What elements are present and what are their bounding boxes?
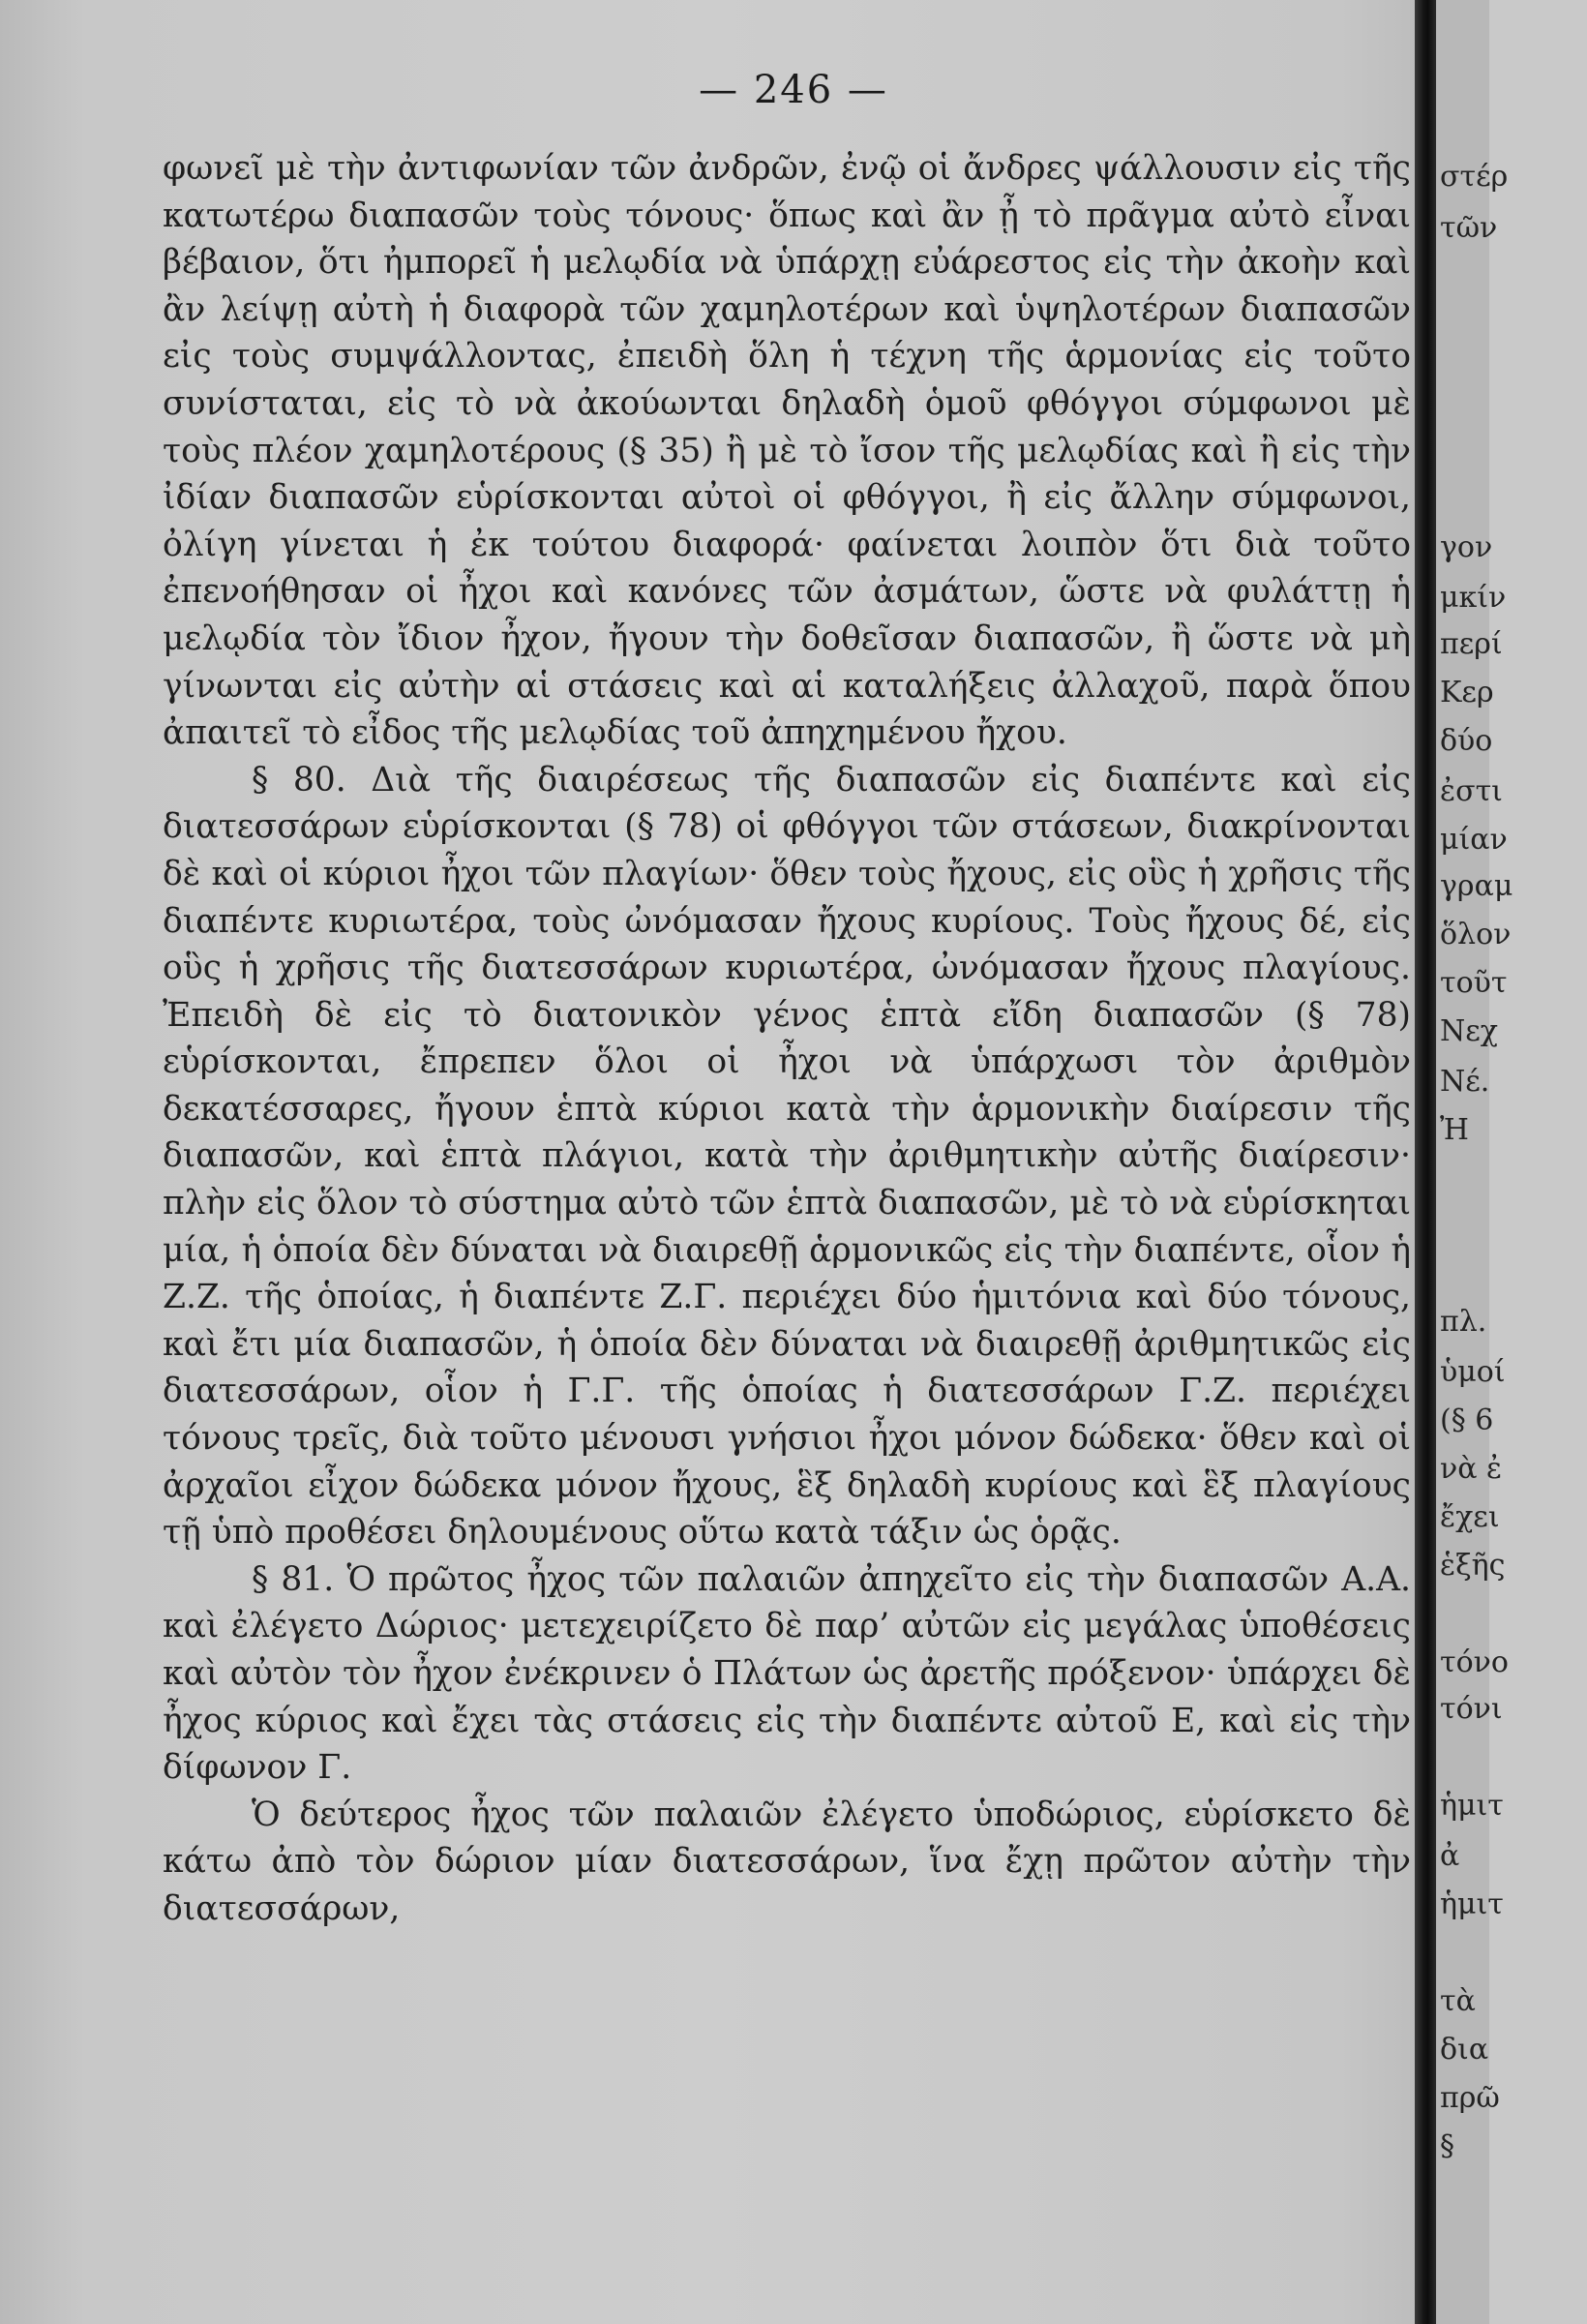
adjacent-fragment: πλ.: [1440, 1305, 1487, 1339]
adjacent-fragment: τοῦτ: [1440, 966, 1508, 1000]
adjacent-fragment: ἀ: [1440, 1839, 1460, 1873]
adjacent-fragment: γραμ: [1440, 869, 1513, 903]
paragraph-section-81: § 81. Ὁ πρῶτος ἦχος τῶν παλαιῶν ἀπηχεῖτο εἰς τὴν διαπασῶν Α.Α. καὶ ἐλέγετο Δώριος· μετεχειρίζετο δὲ παρ’ αὐτῶν εἰς μεγάλας ὑποθέσεις καὶ αὐτὸν τὸν ἦχον ἐνέκρινεν ὁ Πλάτων ὡς ἀρετῆς πρόξενον· ὑπάρχει δὲ ἦχος κύριος καὶ ἔχει τὰς στάσεις εἰς τὴν διαπέντε αὐτοῦ Ε, καὶ εἰς τὴν δίφωνον Γ.: [163, 1559, 1411, 1788]
adjacent-fragment: ἡμιτ: [1440, 1789, 1504, 1823]
adjacent-fragment: τόνο: [1440, 1645, 1509, 1679]
adjacent-fragment: τῶν: [1440, 211, 1498, 245]
adjacent-fragment: Κερ: [1440, 676, 1494, 709]
adjacent-fragment: ἑξῆς: [1440, 1549, 1506, 1583]
adjacent-fragment: Ἠ: [1440, 1113, 1469, 1147]
adjacent-fragment: μκίν: [1440, 581, 1507, 615]
paragraph-section-80: § 80. Διὰ τῆς διαιρέσεως τῆς διαπασῶν εἰς διαπέντε καὶ εἰς διατεσσάρων εὑρίσκονται (§ 78) οἱ φθόγγοι τῶν στάσεων, διακρίνονται δὲ καὶ οἱ κύριοι ἦχοι τῶν πλαγίων· ὅθεν τοὺς ἤχους, εἰς οὓς ἡ χρῆσις τῆς διαπέντε κυριωτέρα, τοὺς ὠνόμασαν ἤχους κυρίους. Τοὺς ἤχους δέ, εἰς οὓς ἡ χρῆσις τῆς διατεσσάρων κυριωτέρα, ὠνόμασαν ἤχους πλαγίους. Ἐπειδὴ δὲ εἰς τὸ διατονικὸν γένος ἑπτὰ εἴδη διαπασῶν (§ 78) εὑρίσκονται, ἔπρεπεν ὅλοι οἱ ἦχοι νὰ ὑπάρχωσι τὸν ἀριθμὸν δεκατέσσαρες, ἤγουν ἑπτὰ κύριοι κατὰ τὴν ἁρμονικὴν διαίρεσιν τῆς διαπασῶν, καὶ ἑπτὰ πλάγιοι, κατὰ τὴν ἀριθμητικὴν αὐτῆς διαίρεσιν· πλὴν εἰς ὅλον τὸ σύστημα αὐτὸ τῶν ἑπτὰ διαπασῶν, μὲ τὸ νὰ εὑρίσκηται μία, ἡ ὁποία δὲν δύναται νὰ διαιρεθῇ ἁρμονικῶς εἰς τὴν διαπέντε, οἷον ἡ Ζ.Ζ. τῆς ὁποίας, ἡ διαπέντε Ζ.Γ. περιέχει δύο ἡμιτόνια καὶ δύο τόνους, καὶ ἔτι μία διαπασῶν, ἡ ὁποία δὲν δύναται νὰ διαιρεθῇ ἀριθμητικῶς εἰς διατεσσάρων, οἷον ἡ Γ.Γ. τῆς ὁποίας ἡ διατεσσάρων Γ.Ζ. περιέχει τόνους τρεῖς, διὰ τοῦτο μένουσι γνήσιοι ἦχοι μόνον δώδεκα· ὅθεν καὶ οἱ ἀρχαῖοι εἶχον δώδεκα μόνον ἤχους, ἓξ δηλαδὴ κυρίους καὶ ἓξ πλαγίους τῇ ὑπὸ προθέσει δηλουμένους οὕτω κατὰ τάξιν ὡς ὁρᾷς.: [163, 760, 1411, 1553]
adjacent-fragment: ὑμοί: [1440, 1355, 1506, 1389]
adjacent-fragment: (§ 6: [1440, 1403, 1494, 1437]
adjacent-fragment: δύο: [1440, 724, 1493, 758]
adjacent-fragment: μίαν: [1440, 823, 1508, 857]
adjacent-fragment: Νεχ: [1440, 1014, 1498, 1048]
adjacent-fragment: Νέ.: [1440, 1065, 1490, 1099]
adjacent-fragment: γον: [1440, 530, 1493, 564]
adjacent-fragment: πρῶ: [1440, 2081, 1500, 2115]
book-gutter-shadow: [1415, 0, 1436, 2324]
adjacent-fragment: ἔχει: [1440, 1500, 1500, 1534]
adjacent-fragment: §: [1440, 2129, 1454, 2163]
paragraph-continuation: φωνεῖ μὲ τὴν ἀντιφωνίαν τῶν ἀνδρῶν, ἐνῷ οἱ ἄνδρες ψάλλουσιν εἰς τῆς κατωτέρω διαπασῶν τοὺς τόνους· ὅπως καὶ ἂν ᾖ τὸ πρᾶγμα αὐτὸ εἶναι βέβαιον, ὅτι ἠμπορεῖ ἡ μελῳδία νὰ ὑπάρχῃ εὐάρεστος εἰς τὴν ἀκοὴν καὶ ἂν λείψῃ αὐτὴ ἡ διαφορὰ τῶν χαμηλοτέρων καὶ ὑψηλοτέρων διαπασῶν εἰς τοὺς συμψάλλοντας, ἐπειδὴ ὅλη ἡ τέχνη τῆς ἁρμονίας εἰς τοῦτο συνίσταται, εἰς τὸ νὰ ἀκούωνται δηλαδὴ ὁμοῦ φθόγγοι σύμφωνοι μὲ τοὺς πλέον χαμηλοτέρους (§ 35) ἢ μὲ τὸ ἴσον τῆς μελῳδίας καὶ ἢ εἰς τὴν ἰδίαν διαπασῶν εὑρίσκονται αὐτοὶ οἱ φθόγγοι, ἢ εἰς ἄλλην σύμφωνοι, ὀλίγη γίνεται ἡ ἐκ τούτου διαφορά· φαίνεται λοιπὸν ὅτι διὰ τοῦτο ἐπενοήθησαν οἱ ἦχοι καὶ κανόνες τῶν ἀσμάτων, ὥστε νὰ φυλάττῃ ἡ μελῳδία τὸν ἴδιον ἦχον, ἤγουν τὴν δοθεῖσαν διαπασῶν, ἢ ὥστε νὰ μὴ γίνωνται εἰς αὐτὴν αἱ στάσεις καὶ αἱ καταλήξεις ἀλλαχοῦ, παρὰ ὅπου ἀπαιτεῖ τὸ εἶδος τῆς μελῳδίας τοῦ ἀπηχημένου ἤχου.: [163, 149, 1411, 753]
adjacent-fragment: ὅλον: [1440, 918, 1512, 951]
adjacent-fragment: στέρ: [1440, 160, 1509, 194]
adjacent-fragment: ἡμιτ: [1440, 1887, 1504, 1921]
body-text: [163, 145, 1411, 1933]
page-number: — 246 —: [699, 68, 888, 112]
adjacent-fragment: νὰ ἐ: [1440, 1452, 1503, 1486]
paragraph-second-mode: Ὁ δεύτερος ἦχος τῶν παλαιῶν ἐλέγετο ὑποδώριος, εὑρίσκετο δὲ κάτω ἀπὸ τὸν δώριον μίαν διατεσσάρων, ἵνα ἔχῃ πρῶτον αὐτὴν τὴν διατεσσάρων,: [163, 1795, 1411, 1928]
adjacent-fragment: περί: [1440, 627, 1503, 661]
adjacent-fragment: τόνι: [1440, 1692, 1503, 1726]
adjacent-fragment: τὰ: [1440, 1984, 1476, 2018]
adjacent-fragment: ἐστι: [1440, 774, 1503, 808]
adjacent-page-edge: [1436, 0, 1513, 2324]
adjacent-fragment: δια: [1440, 2033, 1489, 2067]
